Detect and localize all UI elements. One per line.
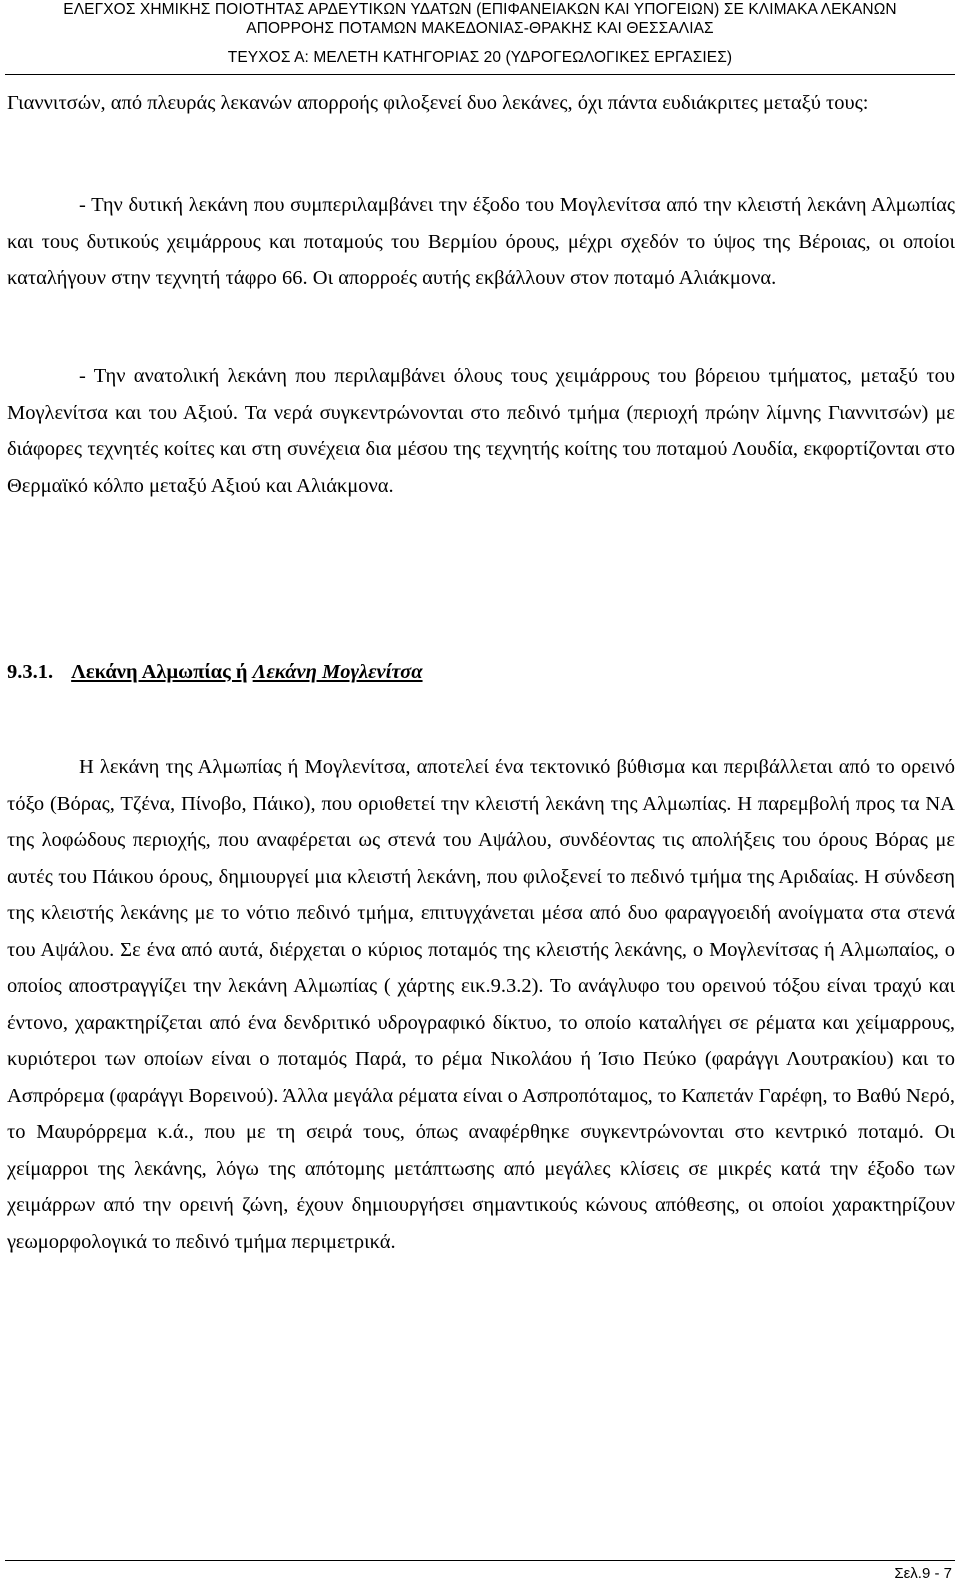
section-title-regular: Λεκάνη Αλμωπίας ή [71,661,248,683]
header-volume-line: ΤΕΥΧΟΣ Α: ΜΕΛΕΤΗ ΚΑΤΗΓΟΡΙΑΣ 20 (ΥΔΡΟΓΕΩΛΟΓΙΚΕΣ ΕΡΓΑΣΙΕΣ) [227,49,733,66]
eastern-basin-text: - Την ανατολική λεκάνη που περιλαμβάνει όλους τους χειμάρρους του βόρειου τμήματος, μεταξύ του Μογλενίτσα και του Αξιού. Τα νερά συγκεντρώνονται στο πεδινό τμήμα (περιοχή πρώην λίμνης Γιαννιτσών) με διάφορες τεχνητές κοίτες και στη συνέχεια δια μέσου της τεχνητής κοίτης του ποταμού Λουδία, εκφορτίζονται στο Θερμαϊκό κόλπο μεταξύ Αξιού και Αλιάκμονα. [7,365,955,497]
page-number: Σελ.9 - 7 [894,1565,952,1582]
footer-divider [5,1560,955,1561]
western-basin-paragraph [7,187,955,297]
section-number: 9.3.1. [7,661,54,683]
page-header [0,0,960,67]
header-title-line-1: ΕΛΕΓΧΟΣ ΧΗΜΙΚΗΣ ΠΟΙΟΤΗΤΑΣ ΑΡΔΕΥΤΙΚΩΝ ΥΔΑΤΩΝ (ΕΠΙΦΑΝΕΙΑΚΩΝ ΚΑΙ ΥΠΟΓΕΙΩΝ) ΣΕ ΚΛΙΜΑΚΑ ΛΕΚΑΝΩΝ [63,1,897,18]
header-divider [5,74,955,75]
western-basin-text: - Την δυτική λεκάνη που συμπεριλαμβάνει την έξοδο του Μογλενίτσα από την κλειστή λεκάνη Αλμωπίας και τους δυτικούς χειμάρρους και ποταμούς του Βερμίου όρους, μέχρι σχεδόν το ύψος της Βέροιας, οι οποίοι καταλήγουν στην τεχνητή τάφρο 66. Οι απορροές αυτής εκβάλλουν στον ποταμό Αλιάκμονα. [7,194,955,289]
almopia-basin-paragraph [7,749,955,1260]
header-title-line-2: ΑΠΟΡΡΟΗΣ ΠΟΤΑΜΩΝ ΜΑΚΕΔΟΝΙΑΣ-ΘΡΑΚΗΣ ΚΑΙ ΘΕΣΣΑΛΙΑΣ [246,20,714,37]
intro-text: Γιαννιτσών, από πλευράς λεκανών απορροής φιλοξενεί δυο λεκάνες, όχι πάντα ευδιάκριτες μεταξύ τους: [7,92,869,114]
eastern-basin-paragraph [7,358,955,504]
section-title-italic: Λεκάνη Μογλενίτσα [252,661,423,683]
almopia-basin-text: Η λεκάνη της Αλμωπίας ή Μογλενίτσα, αποτελεί ένα τεκτονικό βύθισμα και περιβάλλεται από το ορεινό τόξο (Βόρας, Τζένα, Πίνοβο, Πάικο), που οριοθετεί την κλειστή λεκάνη της Αλμωπίας. Η παρεμβολή προς τα ΝΑ της λοφώδους περιοχής, που αναφέρεται ως στενά του Αψάλου, συνδέοντας τις απολήξεις του όρους Βόρας με αυτές του Πάικου όρους, δημιουργεί μια κλειστή λεκάνη, που φιλοξενεί το πεδινό τμήμα της Αριδαίας. Η σύνδεση της κλειστής λεκάνης με το νότιο πεδινό τμήμα, επιτυγχάνεται μέσα από δυο φαραγγοειδή ανοίγματα στα στενά του Αψάλου. Σε ένα από αυτά, διέρχεται ο κύριος ποταμός της κλειστής λεκάνης, ο Μογλενίτσας ή Αλμωπαίος, ο οποίος αποστραγγίζει την λεκάνη Αλμωπίας ( χάρτης εικ.9.3.2). Το ανάγλυφο του ορεινού τόξου είναι τραχύ και έντονο, χαρακτηρίζεται από ένα δενδριτικό υδρογραφικό δίκτυο, το οποίο καταλήγει σε ρέματα και χείμαρρους, κυριότεροι των οποίων είναι ο ποταμός Παρά, το ρέμα Νικολάου ή Ίσιο Πεύκο (φαράγγι Λουτρακίου) και το Ασπρόρεμα (φαράγγι Βορεινού). Άλλα μεγάλα ρέματα είναι ο Ασπροπόταμος, το Καπετάν Γαρέφη, το Βαθύ Νερό, το Μαυρόρρεμα κ.ά., που με τη σειρά τους, όπως αναφέρθηκε συγκεντρώνονται στο κεντρικό ποταμό. Οι χείμαρροι της λεκάνης, λόγω της απότομης μετάπτωσης από μεγάλες κλίσεις σε μικρές κατά την έξοδο των χειμάρρων από την ορεινή ζώνη, έχουν δημιουργήσει σημαντικούς κώνους απόθεσης, οι οποίοι χαρακτηρίζουν γεωμορφολογικά το πεδινό τμήμα περιμετρικά. [7,756,955,1253]
section-heading [7,661,423,684]
intro-paragraph [7,85,955,122]
